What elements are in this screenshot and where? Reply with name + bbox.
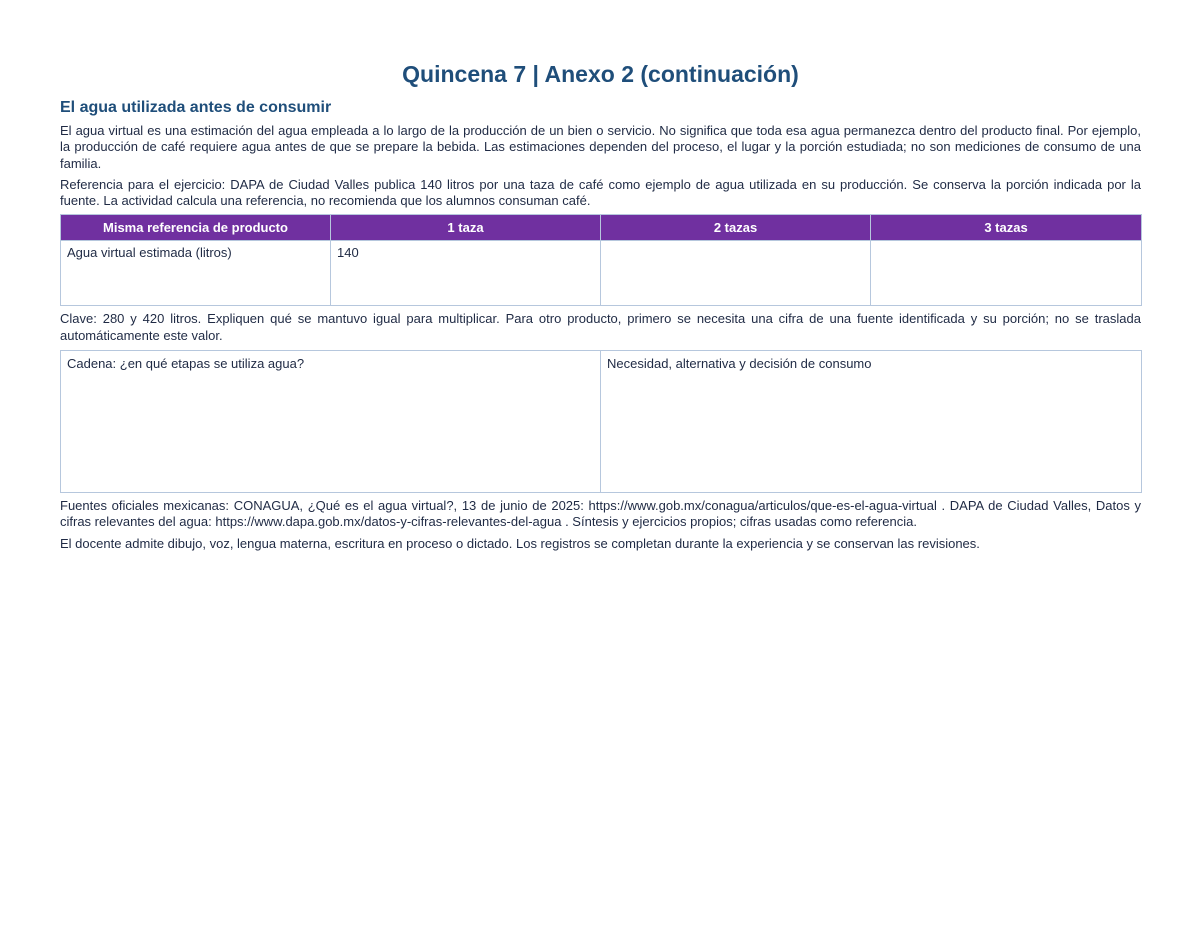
- reflection-table: [60, 350, 1142, 493]
- row-label-cell: Agua virtual estimada (litros): [61, 241, 331, 306]
- header-one-cup: 1 taza: [331, 215, 601, 241]
- page-title: Quincena 7 | Anexo 2 (continuación): [402, 61, 799, 87]
- teacher-note-paragraph: El docente admite dibujo, voz, lengua materna, escritura en proceso o dictado. Los registros se completan durante la experiencia y se conservan las revisiones.: [60, 535, 980, 551]
- water-chain-cell[interactable]: Cadena: ¿en qué etapas se utiliza agua?: [61, 351, 601, 493]
- reference-paragraph: Referencia para el ejercicio: DAPA de Ciudad Valles publica 140 litros por una taza de café como ejemplo de agua utilizada en su producción. Se conserva la porción indicada por la fuente. La actividad calcula una referencia, no recomienda que los alumnos consuman café.: [60, 176, 1141, 209]
- answer-key-paragraph: Clave: 280 y 420 litros. Expliquen qué se mantuvo igual para multiplicar. Para otro producto, primero se necesita una cifra de una fuente identificada y su porción; no se traslada automáticamente este valor.: [60, 311, 1141, 343]
- header-two-cups: 2 tazas: [601, 215, 871, 241]
- one-cup-cell[interactable]: 140: [331, 241, 601, 306]
- header-product-reference: Misma referencia de producto: [61, 215, 331, 241]
- table-row: [61, 241, 1142, 306]
- sources-paragraph: Fuentes oficiales mexicanas: CONAGUA, ¿Qué es el agua virtual?, 13 de junio de 2025: https://www.gob.mx/conagua/articulos/que-es-el-agua-virtual . DAPA de Ciudad Valles, Datos y cifras relevantes del agua: https://www.dapa.gob.mx/datos-y-cifras-relevantes-del-agua . Síntesis y ejercicios propios; cifras usadas como referencia.: [60, 498, 1141, 530]
- table-row: [61, 351, 1142, 493]
- two-cups-cell[interactable]: [601, 241, 871, 306]
- header-three-cups: 3 tazas: [871, 215, 1142, 241]
- section-subtitle: El agua utilizada antes de consumir: [60, 99, 332, 116]
- table-header-row: [61, 215, 1142, 241]
- water-estimate-table: [60, 214, 1142, 306]
- consumption-decision-cell[interactable]: Necesidad, alternativa y decisión de consumo: [601, 351, 1142, 493]
- page-content: [60, 58, 1141, 552]
- intro-paragraph: El agua virtual es una estimación del agua empleada a lo largo de la producción de un bien o servicio. No significa que toda esa agua permanezca dentro del producto final. Por ejemplo, la producción de café requiere agua antes de que se prepare la bebida. Las estimaciones dependen del proceso, el lugar y la porción estudiada; no son mediciones de consumo de una familia.: [60, 123, 1141, 171]
- three-cups-cell[interactable]: [871, 241, 1142, 306]
